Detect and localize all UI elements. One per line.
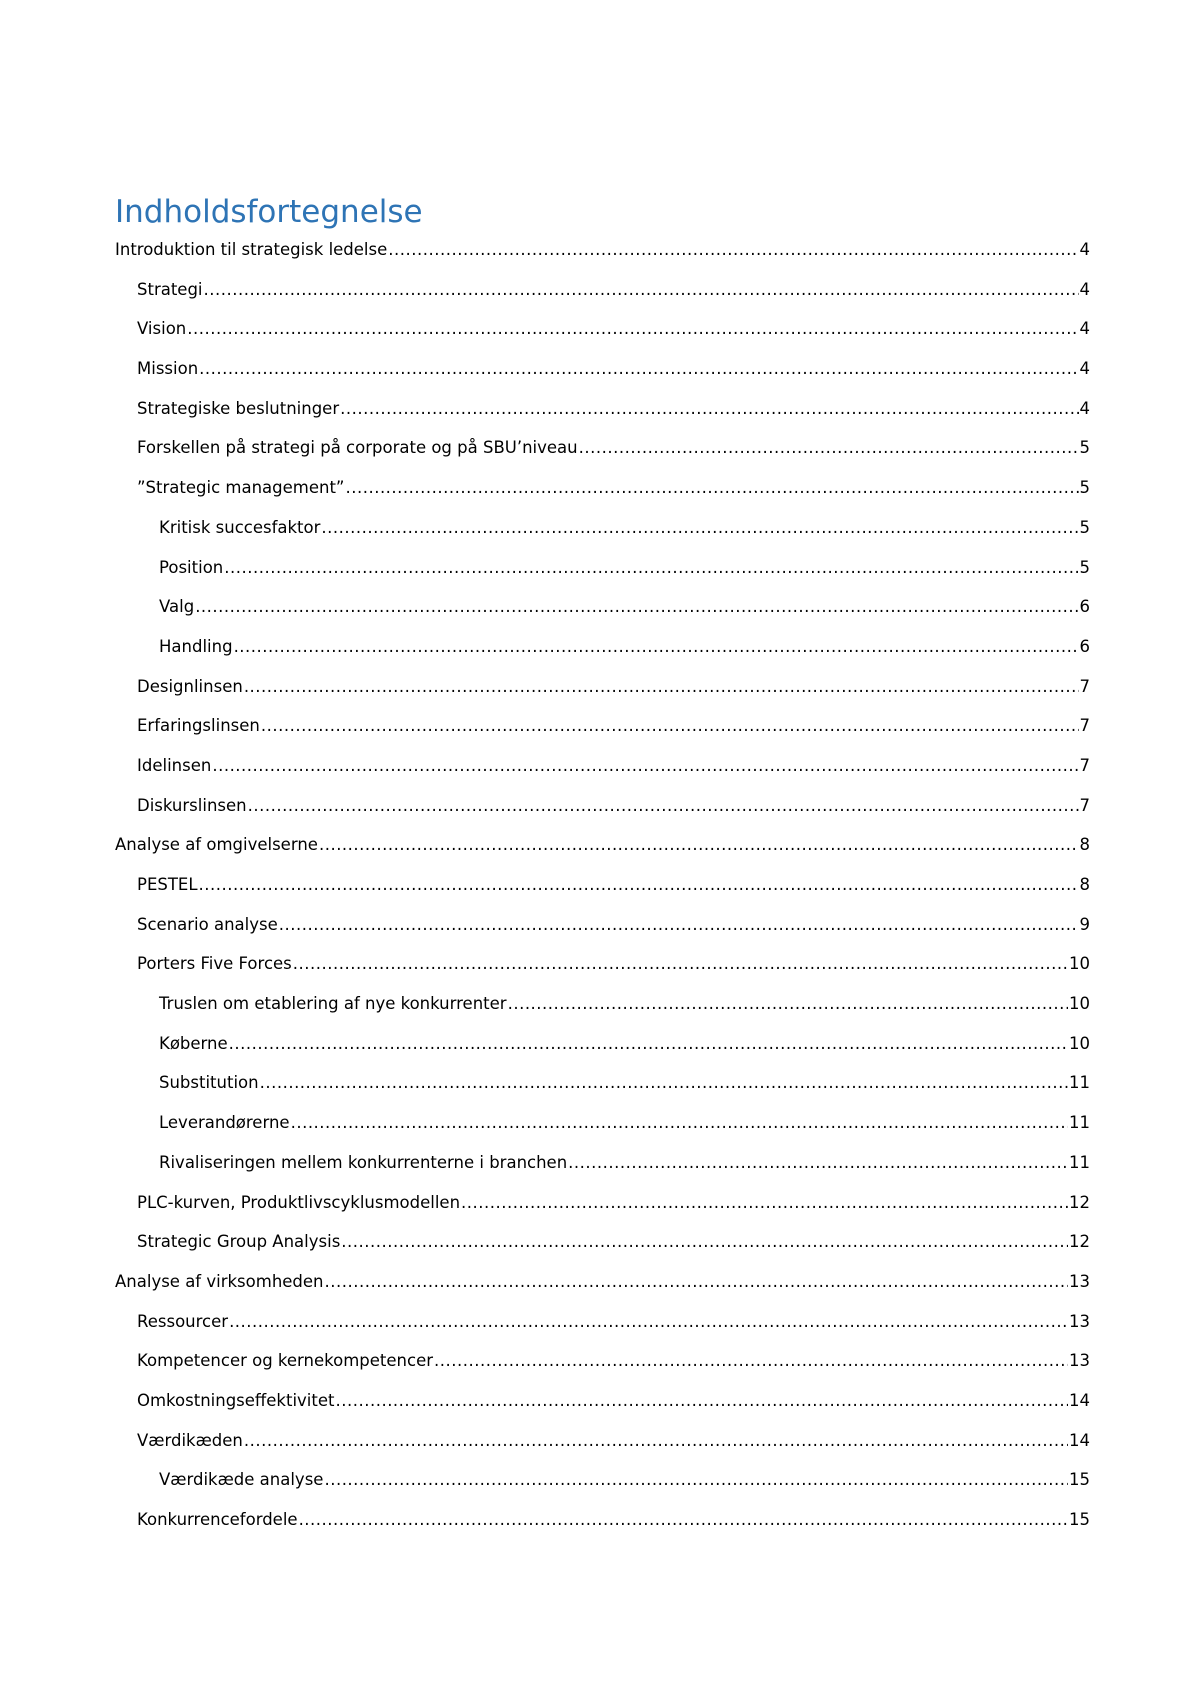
toc-entry-page-number: 5 [1079,438,1090,458]
toc-entry-label: Omkostningseffektivitet [137,1390,335,1410]
toc-dot-leader [568,1151,1068,1175]
toc-entry-label: Handling [159,636,233,656]
toc-dot-leader [299,1508,1068,1532]
toc-entry[interactable] [115,1310,1090,1350]
toc-entry-page-number: 6 [1079,636,1090,656]
toc-entry-page-number: 8 [1079,835,1090,855]
toc-entry[interactable] [115,516,1090,556]
toc-dot-leader [212,754,1078,778]
toc-entry-page-number: 13 [1069,1311,1090,1331]
toc-dot-leader [248,794,1079,818]
toc-dot-leader [229,1310,1068,1334]
toc-dot-leader [319,833,1079,857]
toc-entry[interactable] [115,476,1090,516]
toc-entry[interactable] [115,1468,1090,1508]
toc-entry[interactable] [115,952,1090,992]
toc-entry-label: Strategi [137,279,203,299]
toc-entry-page-number: 4 [1079,398,1090,418]
toc-entry-label: Værdikæden [137,1430,243,1450]
toc-title: Indholdsfortegnelse [115,194,423,230]
toc-dot-leader [291,1111,1068,1135]
toc-dot-leader [461,1191,1068,1215]
toc-entry-label: ”Strategic management” [137,478,345,498]
toc-entry[interactable] [115,873,1090,913]
toc-entry[interactable] [115,1429,1090,1469]
toc-entry-page-number: 14 [1069,1390,1090,1410]
toc-entry-label: Erfaringslinsen [137,716,260,736]
toc-entry-page-number: 5 [1079,557,1090,577]
toc-dot-leader [388,238,1078,262]
toc-entry[interactable] [115,635,1090,675]
toc-dot-leader [234,635,1079,659]
toc-entry[interactable] [115,317,1090,357]
toc-entry-page-number: 13 [1069,1271,1090,1291]
toc-entry-label: Rivaliseringen mellem konkurrenterne i branchen [159,1152,568,1172]
toc-entry-label: Diskurslinsen [137,795,247,815]
toc-entry[interactable] [115,1389,1090,1429]
toc-dot-leader [187,317,1078,341]
toc-entry-label: Køberne [159,1033,228,1053]
toc-dot-leader [204,278,1079,302]
toc-entry-page-number: 7 [1079,676,1090,696]
toc-dot-leader [244,675,1079,699]
toc-entry-page-number: 12 [1069,1232,1090,1252]
toc-entry[interactable] [115,595,1090,635]
toc-dot-leader [508,992,1068,1016]
toc-dot-leader [434,1349,1068,1373]
toc-entry-page-number: 4 [1079,319,1090,339]
toc-entry[interactable] [115,992,1090,1032]
toc-dot-leader [224,556,1078,580]
toc-dot-leader [345,476,1078,500]
toc-entry-page-number: 12 [1069,1192,1090,1212]
toc-entry[interactable] [115,794,1090,834]
toc-entry[interactable] [115,1349,1090,1389]
toc-dot-leader [325,1270,1068,1294]
toc-entry-label: Analyse af omgivelserne [115,835,318,855]
toc-dot-leader [260,1071,1068,1095]
toc-entry-page-number: 10 [1069,1033,1090,1053]
toc-entry[interactable] [115,436,1090,476]
toc-entry[interactable] [115,714,1090,754]
toc-entry-page-number: 11 [1069,1073,1090,1093]
toc-entry-page-number: 5 [1079,517,1090,537]
toc-entry-page-number: 10 [1069,954,1090,974]
toc-entry[interactable] [115,238,1090,278]
toc-dot-leader [324,1468,1068,1492]
toc-entry-label: Forskellen på strategi på corporate og på SBU’niveau [137,438,578,458]
toc-entry-page-number: 4 [1079,240,1090,259]
toc-entry-page-number: 10 [1069,994,1090,1014]
toc-entry-label: Vision [137,319,187,339]
toc-entry-label: Scenario analyse [137,914,278,934]
toc-entry[interactable] [115,1032,1090,1072]
toc-entry-label: Strategiske beslutninger [137,398,340,418]
toc-entry-label: Kritisk succesfaktor [159,517,321,537]
toc-entry-page-number: 7 [1079,755,1090,775]
toc-dot-leader [229,1032,1068,1056]
toc-entry-label: Introduktion til strategisk ledelse [115,240,388,259]
toc-dot-leader [340,397,1078,421]
toc-entry-label: Ressourcer [137,1311,229,1331]
toc-entry-page-number: 4 [1079,279,1090,299]
toc-entry[interactable] [115,1071,1090,1111]
toc-entry-page-number: 9 [1079,914,1090,934]
toc-entry-page-number: 8 [1079,875,1090,894]
toc-dot-leader [199,873,1079,897]
toc-entry-label: Position [159,557,224,577]
toc-entry[interactable] [115,278,1090,318]
toc-entry[interactable] [115,1270,1090,1310]
toc-dot-leader [199,357,1078,381]
toc-entry-label: Mission [137,359,199,379]
toc-dot-leader [279,913,1079,937]
toc-entry-page-number: 14 [1069,1430,1090,1450]
toc-entry-label: Valg [159,597,195,617]
toc-entry-label: Analyse af virksomheden [115,1271,324,1291]
toc-dot-leader [335,1389,1068,1413]
toc-dot-leader [321,516,1078,540]
toc-entry[interactable] [115,675,1090,715]
toc-dot-leader [341,1230,1068,1254]
toc-entry-page-number: 7 [1079,716,1090,736]
toc-entry[interactable] [115,833,1090,873]
toc-dot-leader [195,595,1078,619]
toc-entry-label: Idelinsen [137,755,212,775]
toc-entry-label: PLC-kurven, Produktlivscyklusmodellen [137,1192,461,1212]
toc-entry-label: PESTEL [137,875,198,894]
toc-entry-label: Leverandørerne [159,1113,290,1133]
toc-entry-label: Værdikæde analyse [159,1470,324,1490]
toc-entry-label: Kompetencer og kernekompetencer [137,1351,434,1371]
toc-entry[interactable] [115,1191,1090,1231]
toc-entry[interactable] [115,397,1090,437]
toc-entry-label: Strategic Group Analysis [137,1232,341,1252]
toc-entry-page-number: 6 [1079,597,1090,617]
toc-entry-page-number: 15 [1069,1510,1090,1529]
toc-entry-label: Truslen om etablering af nye konkurrenter [159,994,507,1014]
toc-entry[interactable] [115,556,1090,596]
toc-entry-page-number: 4 [1079,359,1090,379]
toc-entry-page-number: 13 [1069,1351,1090,1371]
toc-entry[interactable] [115,1508,1090,1548]
toc-list [115,238,1090,1548]
toc-entry-label: Substitution [159,1073,259,1093]
toc-dot-leader [261,714,1079,738]
toc-entry[interactable] [115,357,1090,397]
toc-entry-page-number: 5 [1079,478,1090,498]
toc-dot-leader [244,1429,1068,1453]
toc-entry[interactable] [115,1111,1090,1151]
toc-dot-leader [579,436,1079,460]
toc-entry-label: Konkurrencefordele [137,1510,298,1529]
toc-dot-leader [293,952,1068,976]
toc-entry[interactable] [115,754,1090,794]
toc-entry-page-number: 11 [1069,1113,1090,1133]
toc-entry[interactable] [115,1230,1090,1270]
toc-entry-page-number: 11 [1069,1152,1090,1172]
toc-entry-page-number: 15 [1069,1470,1090,1490]
toc-entry-page-number: 7 [1079,795,1090,815]
toc-entry-label: Porters Five Forces [137,954,292,974]
toc-entry-label: Designlinsen [137,676,243,696]
toc-entry[interactable] [115,913,1090,953]
toc-entry[interactable] [115,1151,1090,1191]
